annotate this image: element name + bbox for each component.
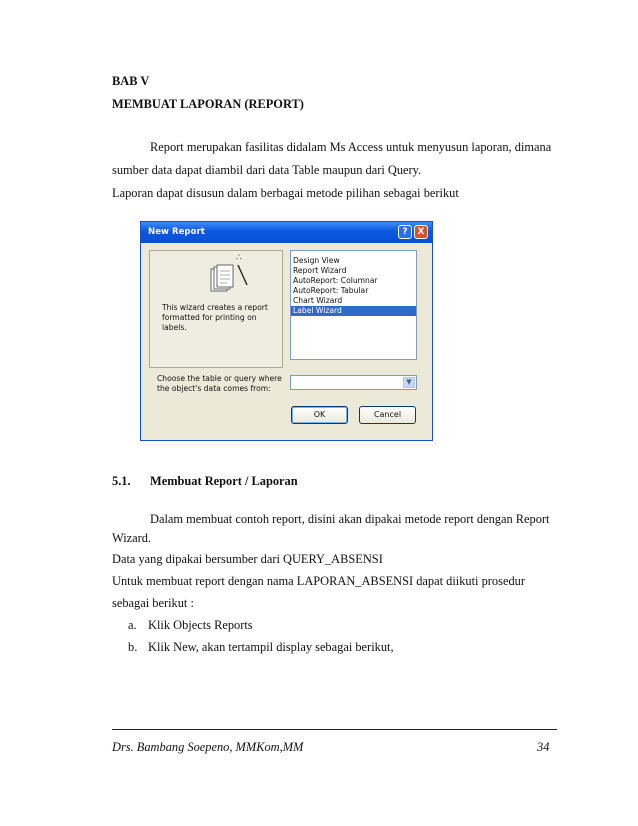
list-item-autoreport-tabular[interactable]: AutoReport: Tabular xyxy=(293,286,369,295)
body-p1-line-1: Dalam membuat contoh report, disini akan dipakai metode report dengan Report xyxy=(150,512,550,526)
wizard-preview-panel xyxy=(149,250,283,368)
list-item-label-wizard[interactable]: Label Wizard xyxy=(291,306,416,316)
close-icon[interactable]: X xyxy=(414,225,428,239)
source-select[interactable] xyxy=(290,375,417,390)
wizard-sparkle-icon: ∴ xyxy=(236,253,242,263)
intro-line-2: sumber data dapat diambil dari data Table maupun dari Query. xyxy=(112,163,422,177)
list-item-design-view[interactable]: Design View xyxy=(293,256,340,265)
help-icon[interactable]: ? xyxy=(398,225,412,239)
chapter-title: MEMBUAT LAPORAN (REPORT) xyxy=(112,97,304,111)
dialog-titlebar xyxy=(141,222,432,243)
new-report-dialog xyxy=(140,221,433,441)
ok-button[interactable]: OK xyxy=(291,406,348,424)
step-text-a: Klik Objects Reports xyxy=(148,618,253,632)
body-p3-line-2: sebagai berikut : xyxy=(112,596,194,610)
page-number: 34 xyxy=(537,740,550,754)
chevron-down-icon[interactable]: ▼ xyxy=(403,377,415,388)
section-title: Membuat Report / Laporan xyxy=(150,474,298,488)
chapter-label: BAB V xyxy=(112,74,150,88)
body-p1-line-2: Wizard. xyxy=(112,531,152,545)
list-item-report-wizard[interactable]: Report Wizard xyxy=(293,266,347,275)
list-item-autoreport-columnar[interactable]: AutoReport: Columnar xyxy=(293,276,378,285)
list-item-chart-wizard[interactable]: Chart Wizard xyxy=(293,296,343,305)
footer-author: Drs. Bambang Soepeno, MMKom,MM xyxy=(112,740,304,754)
step-marker-a: a. xyxy=(128,618,137,632)
source-prompt-label: Choose the table or query where the object's data comes from: xyxy=(157,374,282,393)
section-number: 5.1. xyxy=(112,474,131,488)
body-p2: Data yang dipakai bersumber dari QUERY_ABSENSI xyxy=(112,552,383,566)
report-type-list[interactable] xyxy=(290,250,417,360)
footer-rule xyxy=(112,729,557,730)
step-text-b: Klik New, akan tertampil display sebagai berikut, xyxy=(148,640,394,654)
cancel-button[interactable]: Cancel xyxy=(359,406,416,424)
step-marker-b: b. xyxy=(128,640,138,654)
intro-line-1: Report merupakan fasilitas didalam Ms Access untuk menyusun laporan, dimana xyxy=(150,140,552,154)
dialog-title: New Report xyxy=(148,227,205,237)
wizard-description: This wizard creates a report formatted for printing on labels. xyxy=(162,303,268,332)
body-p3-line-1: Untuk membuat report dengan nama LAPORAN_ABSENSI dapat diikuti prosedur xyxy=(112,574,525,588)
report-pages-icon xyxy=(205,259,253,299)
intro-line-3: Laporan dapat disusun dalam berbagai metode pilihan sebagai berikut xyxy=(112,186,459,200)
